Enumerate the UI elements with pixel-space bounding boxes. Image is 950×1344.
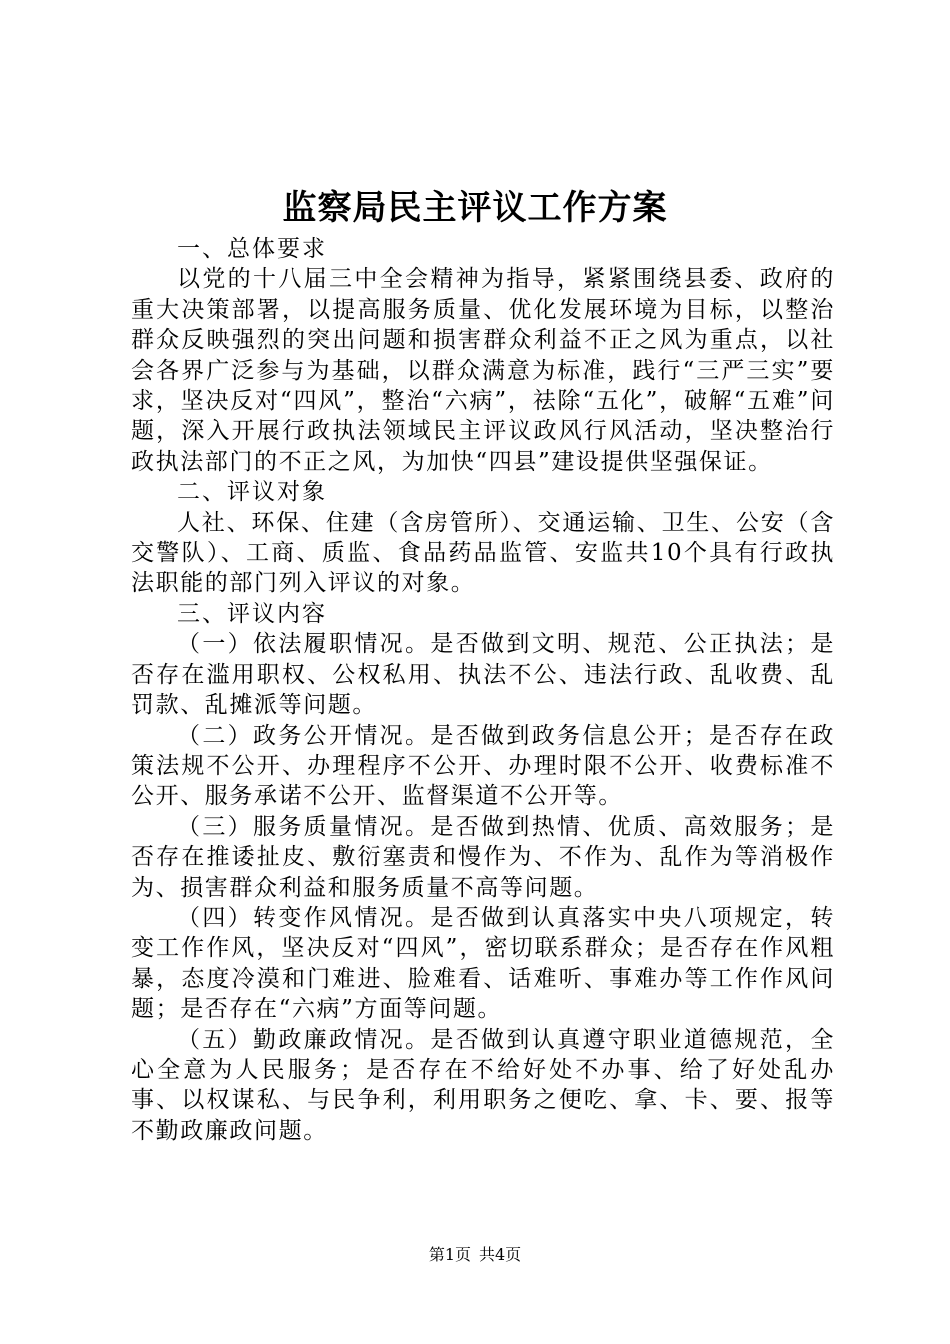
paragraph-item-3: （三）服务质量情况。是否做到热情、优质、高效服务；是否存在推诿扯皮、敷衍塞责和慢作为、不作为、乱作为等消极作为、损害群众利益和服务质量不高等问题。 — [131, 813, 835, 901]
page-number-current: 第1页 — [428, 1245, 471, 1264]
section-heading-evaluation-targets: 二、评议对象 — [177, 479, 327, 506]
paragraph-evaluation-targets: 人社、环保、住建（含房管所）、交通运输、卫生、公安（含交警队）、工商、质监、食品药品监管、安监共10个具有行政执法职能的部门列入评议的对象。 — [131, 509, 835, 597]
section-heading-general-requirements: 一、总体要求 — [177, 236, 327, 262]
paragraph-item-2: （二）政务公开情况。是否做到政务信息公开；是否存在政策法规不公开、办理程序不公开、办理时限不公开、收费标准不公开、服务承诺不公开、监督渠道不公开等。 — [131, 722, 835, 810]
paragraph-general-requirements: 以党的十八届三中全会精神为指导，紧紧围绕县委、政府的重大决策部署，以提高服务质量、优化发展环境为目标，以整治群众反映强烈的突出问题和损害群众利益不正之风为重点，以社会各界广泛参与为基础，以群众满意为标准，践行“三严三实”要求，坚决反对“四风”，整治“六病”，祛除“五化”，破解“五难”问题，深入开展行政执法领域民主评议政风行风活动，坚决整治行政执法部门的不正之风，为加快“四县”建设提供坚强保证。 — [131, 266, 835, 475]
section-heading-evaluation-content: 三、评议内容 — [177, 600, 327, 627]
paragraph-item-4: （四）转变作风情况。是否做到认真落实中央八项规定，转变工作作风，坚决反对“四风”，密切联系群众；是否存在作风粗暴，态度冷漠和门难进、脸难看、话难听、事难办等工作作风问题；是否存在“六病”方面等问题。 — [131, 904, 835, 1023]
document-title: 监察局民主评议工作方案 — [282, 188, 668, 228]
document-body — [131, 234, 835, 1146]
paragraph-item-1: （一）依法履职情况。是否做到文明、规范、公正执法；是否存在滥用职权、公权私用、执法不公、违法行政、乱收费、乱罚款、乱摊派等问题。 — [131, 631, 835, 719]
page-number-total: 共4页 — [479, 1245, 522, 1264]
paragraph-item-5: （五）勤政廉政情况。是否做到认真遵守职业道德规范，全心全意为人民服务；是否存在不给好处不办事、给了好处乱办事、以权谋私、与民争利，利用职务之便吃、拿、卡、要、报等不勤政廉政问题。 — [131, 1026, 835, 1144]
page-footer — [0, 1244, 950, 1266]
